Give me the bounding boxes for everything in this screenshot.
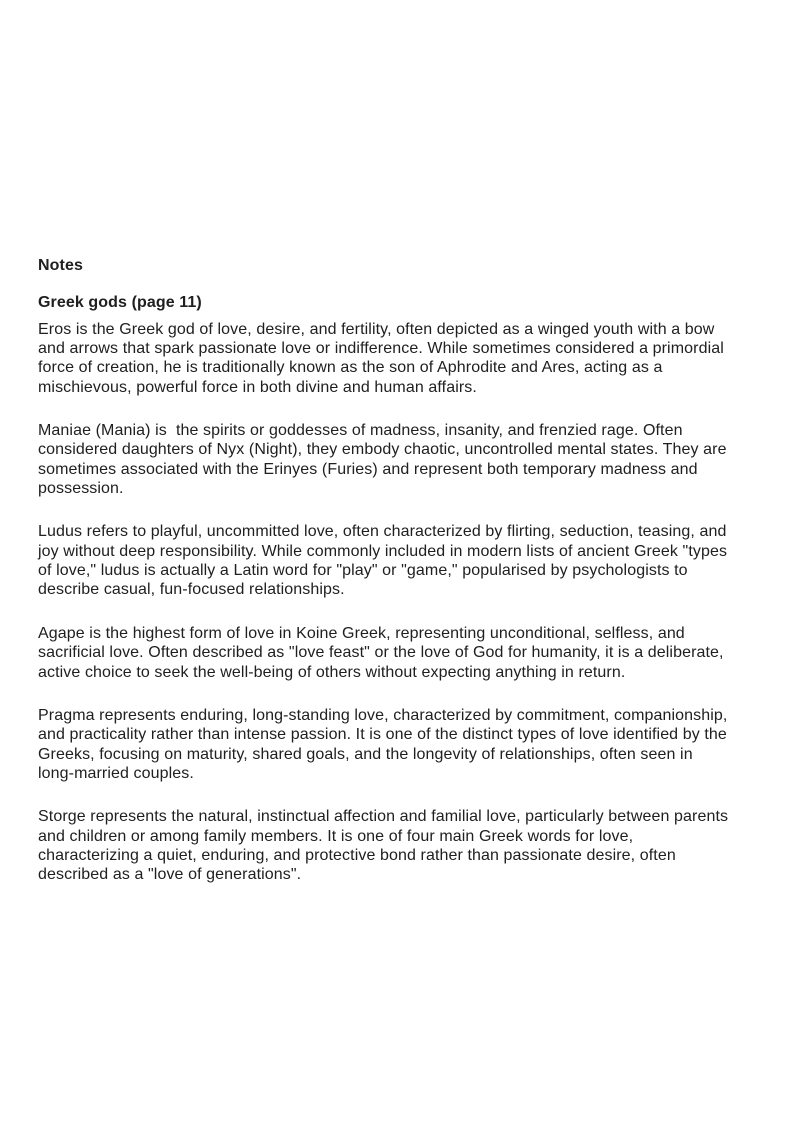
paragraph-eros [38, 320, 783, 397]
text-line: characterizing a quiet, enduring, and protective bond rather than passionate desire, often [38, 846, 676, 864]
text-line: possession. [38, 480, 124, 498]
notes-title: Notes [38, 257, 83, 274]
text-line: force of creation, he is traditionally known as the son of Aphrodite and Ares, acting as a [38, 359, 663, 377]
text-line: Ludus refers to playful, uncommitted love, often characterized by flirting, seduction, teasing, and [38, 523, 727, 541]
paragraphs-container [38, 320, 783, 885]
text-line: describe casual, fun-focused relationships. [38, 581, 345, 599]
text-line: described as a "love of generations". [38, 866, 302, 884]
text-line: sometimes associated with the Erinyes (Furies) and represent both temporary madness and [38, 460, 698, 478]
text-line: Maniae (Mania) is the spirits or goddesses of madness, insanity, and frenzied rage. Often [38, 422, 683, 440]
text-line: Storge represents the natural, instinctual affection and familial love, particularly between parents [38, 808, 729, 826]
text-line: long-married couples. [38, 764, 194, 782]
text-line: sacrificial love. Often described as "love feast" or the love of God for humanity, it is a deliberate, [38, 644, 724, 662]
text-line: and children or among family members. It is one of four main Greek words for love, [38, 827, 634, 845]
document-content [38, 256, 783, 885]
text-line: and arrows that spark passionate love or indifference. While sometimes considered a primordial [38, 340, 724, 358]
text-line: considered daughters of Nyx (Night), they embody chaotic, uncontrolled mental states. They are [38, 441, 727, 459]
paragraph-maniae [38, 421, 783, 498]
paragraph-pragma [38, 706, 783, 783]
text-line: Pragma represents enduring, long-standing love, characterized by commitment, companionship, [38, 706, 728, 724]
section-heading: Greek gods (page 11) [38, 294, 202, 312]
paragraph-agape [38, 624, 783, 682]
paragraph-ludus [38, 522, 783, 599]
text-line: Agape is the highest form of love in Koine Greek, representing unconditional, selfless, and [38, 624, 685, 642]
text-line: and practicality rather than intense passion. It is one of the distinct types of love identified by the [38, 726, 727, 744]
text-line: Eros is the Greek god of love, desire, and fertility, often depicted as a winged youth with a bow [38, 320, 715, 338]
text-line: mischievous, powerful force in both divine and human affairs. [38, 378, 477, 396]
text-line: Greeks, focusing on maturity, shared goals, and the longevity of relationships, often seen in [38, 745, 693, 763]
text-line: joy without deep responsibility. While commonly included in modern lists of ancient Greek "types [38, 542, 728, 560]
text-line: active choice to seek the well-being of others without expecting anything in return. [38, 663, 626, 681]
text-line: of love," ludus is actually a Latin word for "play" or "game," popularised by psychologists to [38, 562, 688, 580]
paragraph-storge [38, 807, 783, 884]
